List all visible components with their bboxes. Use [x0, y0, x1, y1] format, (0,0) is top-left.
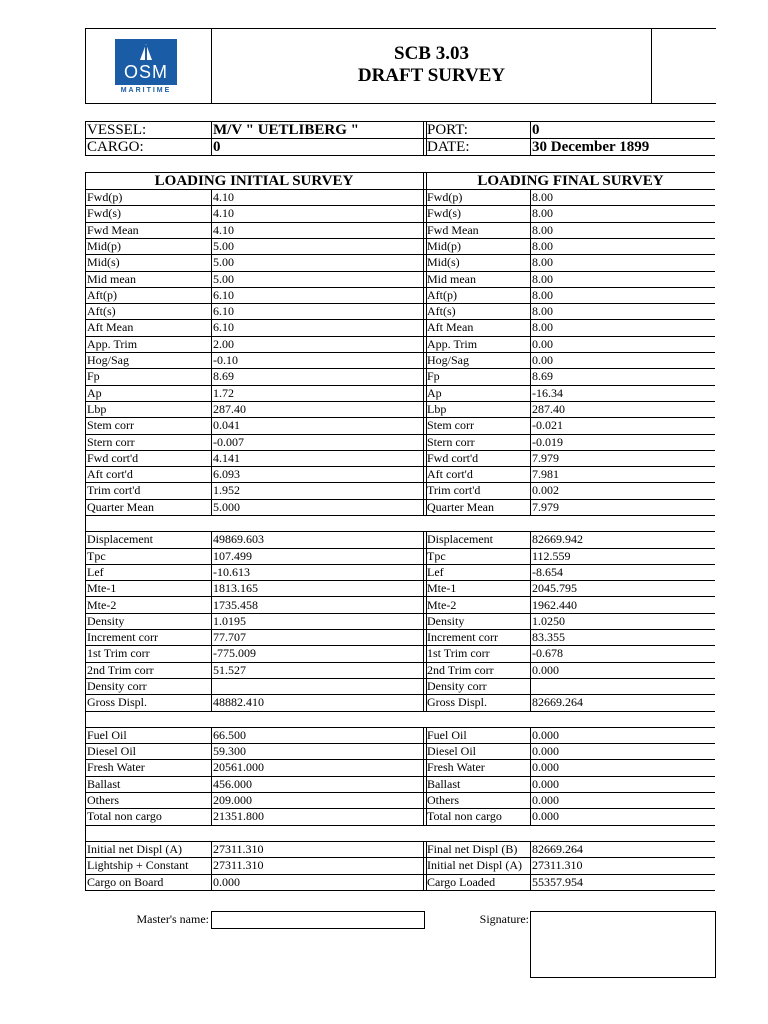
final-row-label: Stern corr	[427, 435, 475, 449]
initial-row-label: Ballast	[87, 777, 121, 791]
initial-row-label: Diesel Oil	[87, 744, 136, 758]
initial-row-value: 21351.800	[213, 809, 264, 823]
vessel-value: M/V " UETLIBERG "	[213, 122, 359, 138]
final-row-label: Total non cargo	[427, 809, 502, 823]
initial-row-value: 0.041	[213, 418, 240, 432]
signature-field[interactable]	[530, 911, 716, 978]
initial-row-value: -0.10	[213, 353, 238, 367]
signature-label: Signature:	[479, 912, 529, 926]
initial-row-label: Total non cargo	[87, 809, 162, 823]
initial-row-value: 1.952	[213, 483, 240, 497]
initial-row-label: Fresh Water	[87, 760, 145, 774]
initial-row-value: 27311.310	[213, 858, 264, 872]
final-row-label: Gross Displ.	[427, 695, 488, 709]
initial-row-value: -0.007	[213, 435, 244, 449]
final-row-value: 7.979	[532, 451, 559, 465]
initial-row-label: Cargo on Board	[87, 875, 164, 889]
initial-row-label: 2nd Trim corr	[87, 663, 154, 677]
initial-row-label: Quarter Mean	[87, 500, 154, 514]
initial-row-label: Fwd(p)	[87, 190, 123, 204]
osm-maritime-logo	[115, 39, 177, 85]
initial-row-value: 51.527	[213, 663, 246, 677]
initial-row-label: Density	[87, 614, 125, 628]
initial-row-label: Lbp	[87, 402, 107, 416]
initial-row-value: 48882.410	[213, 695, 264, 709]
initial-row-label: Tpc	[87, 549, 106, 563]
final-row-value: -0.678	[532, 646, 563, 660]
final-row-label: Quarter Mean	[427, 500, 494, 514]
final-row-label: Mte-1	[427, 581, 457, 595]
initial-row-label: Fp	[87, 369, 100, 383]
final-row-value: 2045.795	[532, 581, 577, 595]
final-row-label: Aft cort'd	[427, 467, 473, 481]
initial-row-value: -775.009	[213, 646, 256, 660]
final-row-value: 8.69	[532, 369, 553, 383]
date-value: 30 December 1899	[532, 139, 650, 155]
vessel-label: VESSEL:	[87, 122, 147, 138]
initial-row-value: 49869.603	[213, 532, 264, 546]
initial-row-label: Aft(p)	[87, 288, 117, 302]
initial-row-value: 27311.310	[213, 842, 264, 856]
initial-row-value: 6.10	[213, 320, 234, 334]
master-name-label: Master's name:	[136, 912, 209, 926]
initial-row-label: Fwd Mean	[87, 223, 139, 237]
final-row-value: 8.00	[532, 206, 553, 220]
final-row-value: 0.002	[532, 483, 559, 497]
final-row-label: Trim cort'd	[427, 483, 481, 497]
final-row-label: Tpc	[427, 549, 446, 563]
final-row-label: Fwd cort'd	[427, 451, 479, 465]
initial-row-label: Mid(p)	[87, 239, 121, 253]
initial-row-value: 1.0195	[213, 614, 246, 628]
initial-row-label: Stem corr	[87, 418, 134, 432]
final-row-label: Stem corr	[427, 418, 474, 432]
initial-row-label: Initial net Displ (A)	[87, 842, 182, 856]
final-row-value: 8.00	[532, 223, 553, 237]
final-row-value: 8.00	[532, 255, 553, 269]
final-row-label: Lbp	[427, 402, 447, 416]
initial-row-value: 4.10	[213, 223, 234, 237]
initial-row-label: Aft cort'd	[87, 467, 133, 481]
final-row-value: 82669.264	[532, 842, 583, 856]
final-row-label: Mid mean	[427, 272, 476, 286]
final-row-value: 112.559	[532, 549, 571, 563]
initial-row-value: 0.000	[213, 875, 240, 889]
initial-row-value: -10.613	[213, 565, 250, 579]
initial-row-value: 287.40	[213, 402, 246, 416]
initial-row-value: 6.093	[213, 467, 240, 481]
final-row-label: Fwd(s)	[427, 206, 462, 220]
initial-row-label: Trim cort'd	[87, 483, 141, 497]
final-row-value: 1.0250	[532, 614, 565, 628]
initial-row-value: 4.141	[213, 451, 240, 465]
port-label: PORT:	[427, 122, 468, 138]
initial-row-label: Mid(s)	[87, 255, 120, 269]
initial-row-value: 5.000	[213, 500, 240, 514]
initial-row-value: 5.00	[213, 255, 234, 269]
final-row-value: 0.000	[532, 744, 559, 758]
final-row-label: Fuel Oil	[427, 728, 467, 742]
document-header	[85, 28, 716, 104]
initial-row-value: 107.499	[213, 549, 252, 563]
initial-row-value: 456.000	[213, 777, 252, 791]
final-row-label: Aft Mean	[427, 320, 474, 334]
final-row-value: 8.00	[532, 239, 553, 253]
final-row-label: Ballast	[427, 777, 461, 791]
initial-row-label: Lef	[87, 565, 104, 579]
initial-row-value: 6.10	[213, 288, 234, 302]
final-row-label: Density	[427, 614, 465, 628]
final-row-label: Cargo Loaded	[427, 875, 496, 889]
final-row-label: Initial net Displ (A)	[427, 858, 522, 872]
initial-survey-heading: LOADING INITIAL SURVEY	[154, 173, 354, 189]
final-row-label: 1st Trim corr	[427, 646, 490, 660]
initial-row-label: Fwd(s)	[87, 206, 122, 220]
final-row-label: Others	[427, 793, 459, 807]
initial-row-value: 66.500	[213, 728, 246, 742]
initial-row-label: Lightship + Constant	[87, 858, 189, 872]
initial-row-value: 20561.000	[213, 760, 264, 774]
initial-row-label: Fuel Oil	[87, 728, 127, 742]
final-row-label: Aft(p)	[427, 288, 457, 302]
final-row-value: 1962.440	[532, 598, 577, 612]
cargo-value: 0	[213, 139, 221, 155]
final-row-label: Fwd Mean	[427, 223, 479, 237]
final-row-value: 8.00	[532, 272, 553, 286]
initial-row-label: Displacement	[87, 532, 153, 546]
final-row-label: Mte-2	[427, 598, 457, 612]
final-row-value: -0.019	[532, 435, 563, 449]
final-row-label: Aft(s)	[427, 304, 456, 318]
final-row-value: 82669.264	[532, 695, 583, 709]
initial-row-label: Aft(s)	[87, 304, 116, 318]
final-row-value: 0.000	[532, 760, 559, 774]
port-value: 0	[532, 122, 540, 138]
document-code: SCB 3.03	[394, 43, 469, 64]
final-row-value: 27311.310	[532, 858, 583, 872]
final-row-value: -0.021	[532, 418, 563, 432]
final-row-label: 2nd Trim corr	[427, 663, 494, 677]
final-row-value: 0.000	[532, 793, 559, 807]
final-row-value: 7.981	[532, 467, 559, 481]
final-row-label: Increment corr	[427, 630, 498, 644]
initial-row-label: Others	[87, 793, 119, 807]
initial-row-value: 4.10	[213, 206, 234, 220]
final-row-value: 83.355	[532, 630, 565, 644]
initial-row-label: Fwd cort'd	[87, 451, 139, 465]
document-title	[212, 43, 651, 87]
final-row-value: 0.00	[532, 337, 553, 351]
final-row-label: Fresh Water	[427, 760, 485, 774]
initial-row-value: 8.69	[213, 369, 234, 383]
initial-row-value: 1.72	[213, 386, 234, 400]
final-row-value: 8.00	[532, 304, 553, 318]
initial-row-value: 6.10	[213, 304, 234, 318]
final-row-label: Ap	[427, 386, 442, 400]
final-row-label: Displacement	[427, 532, 493, 546]
document-heading: DRAFT SURVEY	[357, 65, 506, 86]
initial-row-label: Aft Mean	[87, 320, 134, 334]
final-row-label: Hog/Sag	[427, 353, 469, 367]
initial-row-label: Stern corr	[87, 435, 135, 449]
master-name-field[interactable]	[211, 911, 425, 929]
final-survey-heading: LOADING FINAL SURVEY	[477, 173, 664, 189]
final-row-value: 7.979	[532, 500, 559, 514]
final-row-value: 8.00	[532, 288, 553, 302]
final-row-label: Mid(s)	[427, 255, 460, 269]
final-row-label: Lef	[427, 565, 444, 579]
final-row-label: Final net Displ (B)	[427, 842, 518, 856]
initial-row-label: Mte-2	[87, 598, 117, 612]
logo-subtext: MARITIME	[120, 87, 172, 94]
initial-row-value: 5.00	[213, 239, 234, 253]
initial-row-label: Mte-1	[87, 581, 117, 595]
initial-row-label: 1st Trim corr	[87, 646, 150, 660]
final-row-value: 287.40	[532, 402, 565, 416]
logo-text: OSM	[123, 62, 168, 82]
final-row-label: Density corr	[427, 679, 487, 693]
date-label: DATE:	[427, 139, 470, 155]
header-divider	[651, 29, 652, 103]
final-row-label: Mid(p)	[427, 239, 461, 253]
initial-row-value: 1813.165	[213, 581, 258, 595]
cargo-label: CARGO:	[87, 139, 144, 155]
initial-row-value: 4.10	[213, 190, 234, 204]
final-row-value: 0.000	[532, 809, 559, 823]
initial-row-value: 59.300	[213, 744, 246, 758]
final-row-value: 8.00	[532, 320, 553, 334]
initial-row-label: Ap	[87, 386, 102, 400]
initial-row-label: Gross Displ.	[87, 695, 148, 709]
initial-row-value: 77.707	[213, 630, 246, 644]
initial-row-value: 2.00	[213, 337, 234, 351]
initial-row-value: 209.000	[213, 793, 252, 807]
final-row-value: -8.654	[532, 565, 563, 579]
initial-row-value: 5.00	[213, 272, 234, 286]
initial-row-label: Increment corr	[87, 630, 158, 644]
initial-row-label: Mid mean	[87, 272, 136, 286]
final-row-value: 8.00	[532, 190, 553, 204]
final-row-value: 0.000	[532, 777, 559, 791]
initial-row-label: App. Trim	[87, 337, 138, 351]
final-row-value: 0.000	[532, 663, 559, 677]
final-row-label: Diesel Oil	[427, 744, 476, 758]
final-row-label: Fwd(p)	[427, 190, 463, 204]
final-row-value: 55357.954	[532, 875, 583, 889]
final-row-label: Fp	[427, 369, 440, 383]
initial-row-label: Density corr	[87, 679, 147, 693]
final-row-value: 82669.942	[532, 532, 583, 546]
initial-row-label: Hog/Sag	[87, 353, 129, 367]
final-row-value: 0.00	[532, 353, 553, 367]
final-row-value: -16.34	[532, 386, 563, 400]
final-row-value: 0.000	[532, 728, 559, 742]
final-row-label: App. Trim	[427, 337, 478, 351]
initial-row-value: 1735.458	[213, 598, 258, 612]
